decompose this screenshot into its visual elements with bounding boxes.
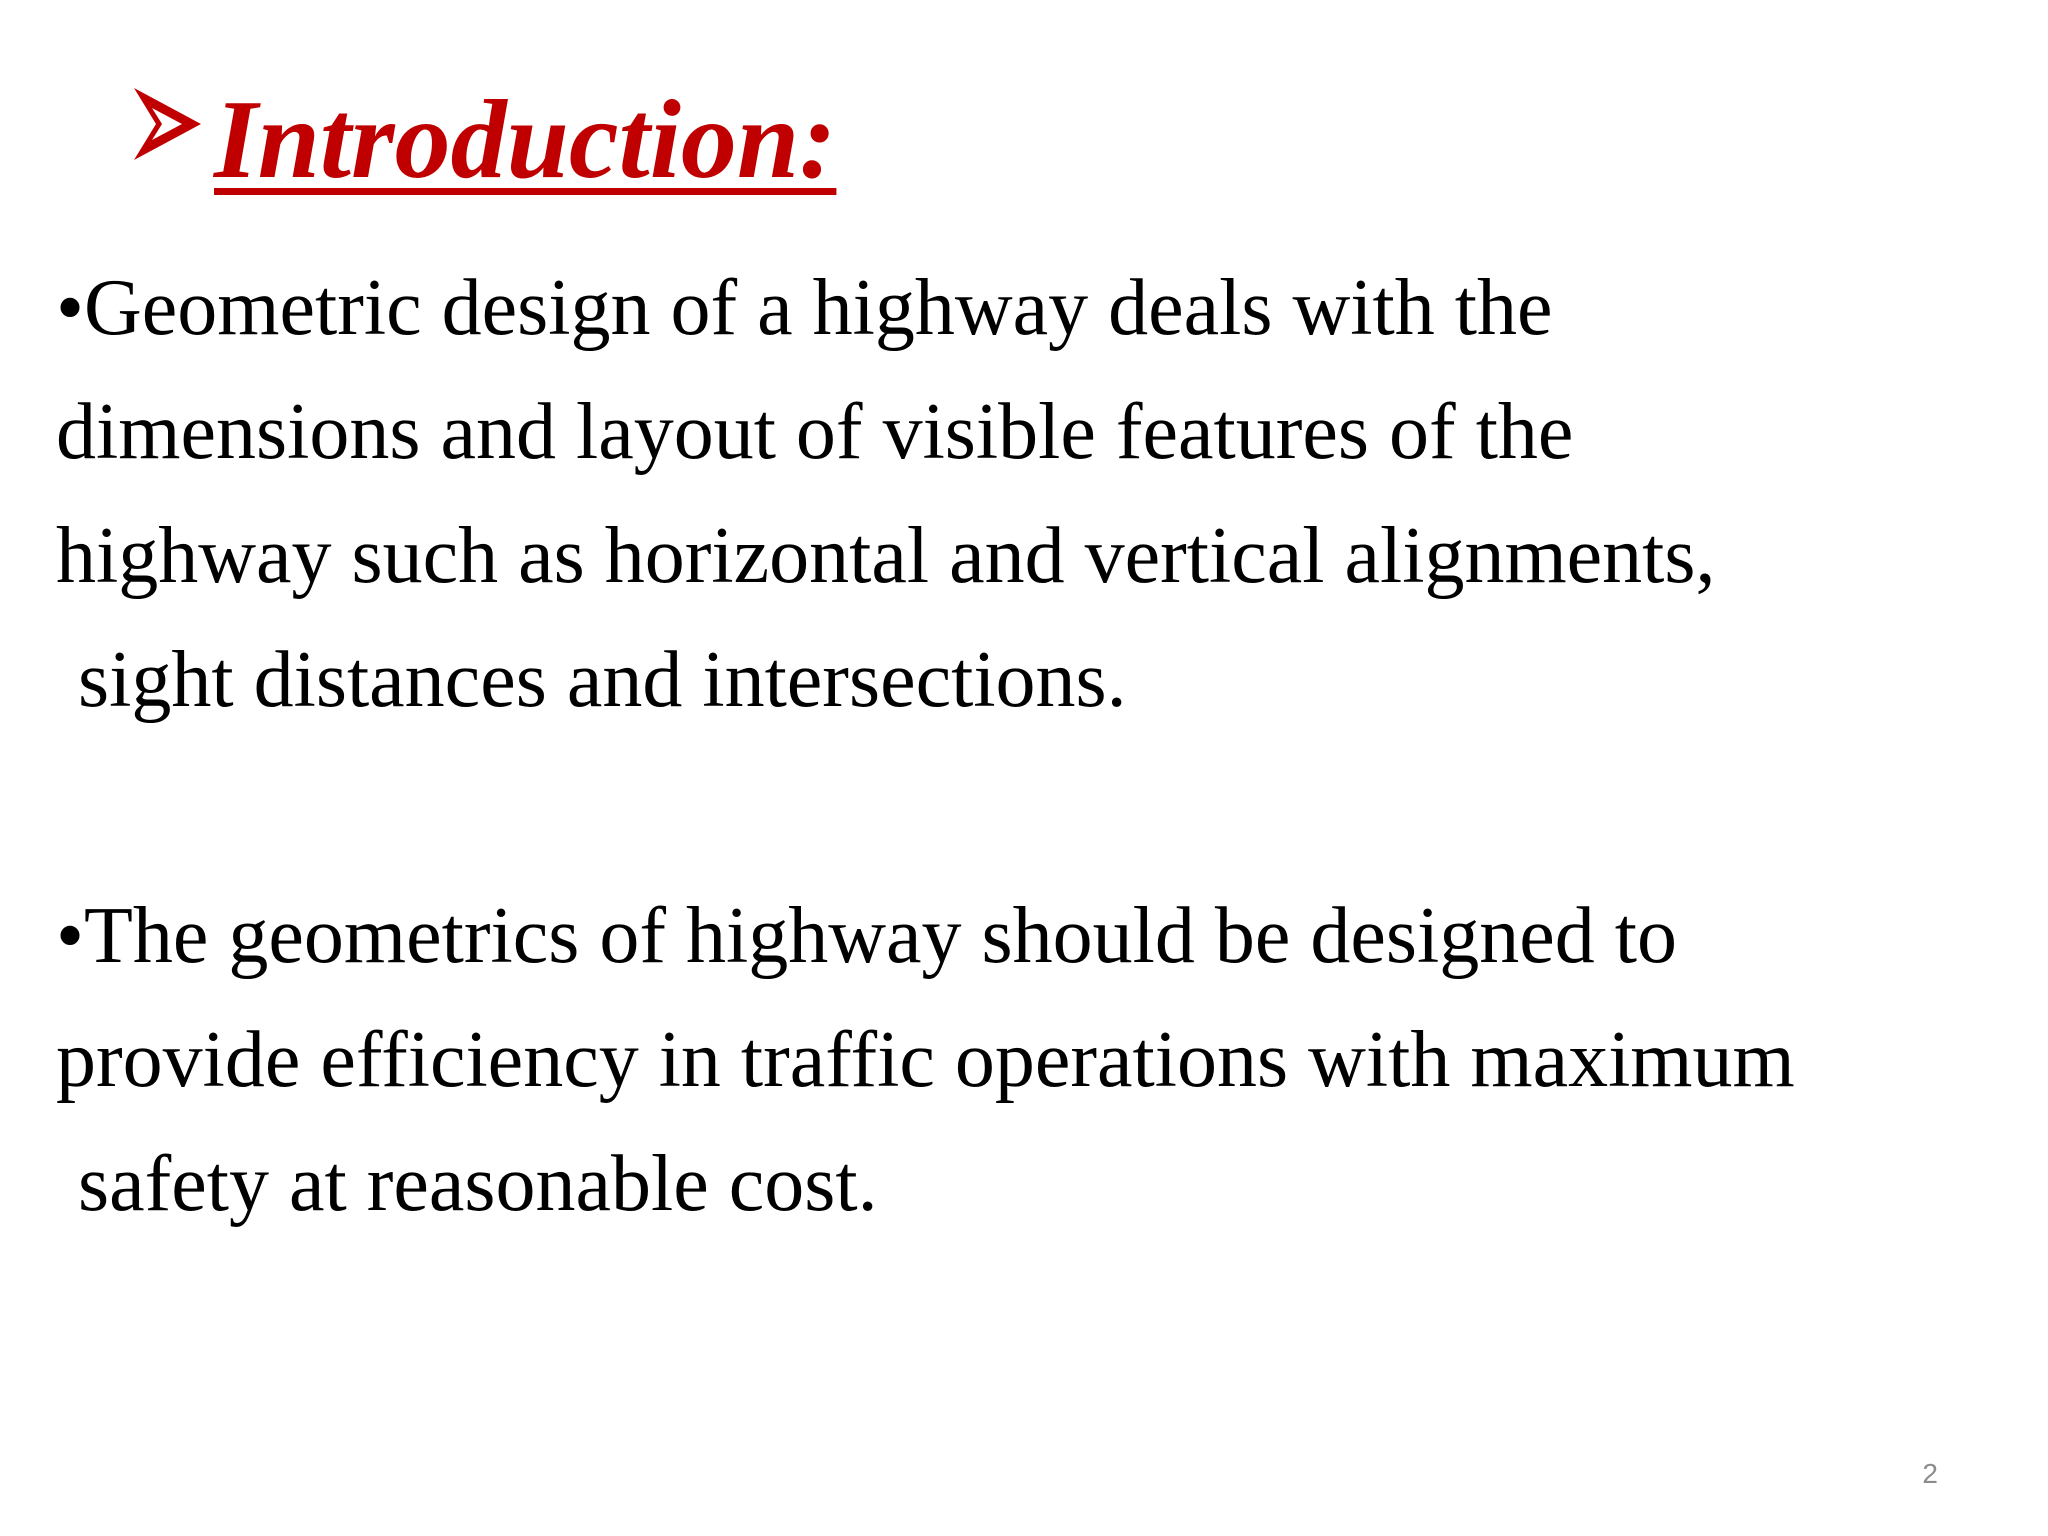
paragraph-line: dimensions and layout of visible features of the [56, 388, 1574, 476]
paragraph-line: provide efficiency in traffic operations with maximum [56, 1016, 1795, 1104]
slide-title: Introduction: [214, 78, 837, 202]
bullet-paragraph-2 [56, 874, 2006, 1246]
paragraph-line: •The geometrics of highway should be designed to [56, 892, 1677, 980]
arrowhead-bullet-icon [130, 84, 205, 164]
paragraph-line: sight distances and intersections. [78, 636, 1127, 724]
page-number: 2 [1922, 1458, 1938, 1489]
bullet-paragraph-1 [56, 246, 2006, 742]
paragraph-line: safety at reasonable cost. [78, 1140, 878, 1228]
paragraph-line: •Geometric design of a highway deals with the [56, 264, 1553, 352]
paragraph-line: highway such as horizontal and vertical alignments, [56, 512, 1716, 600]
